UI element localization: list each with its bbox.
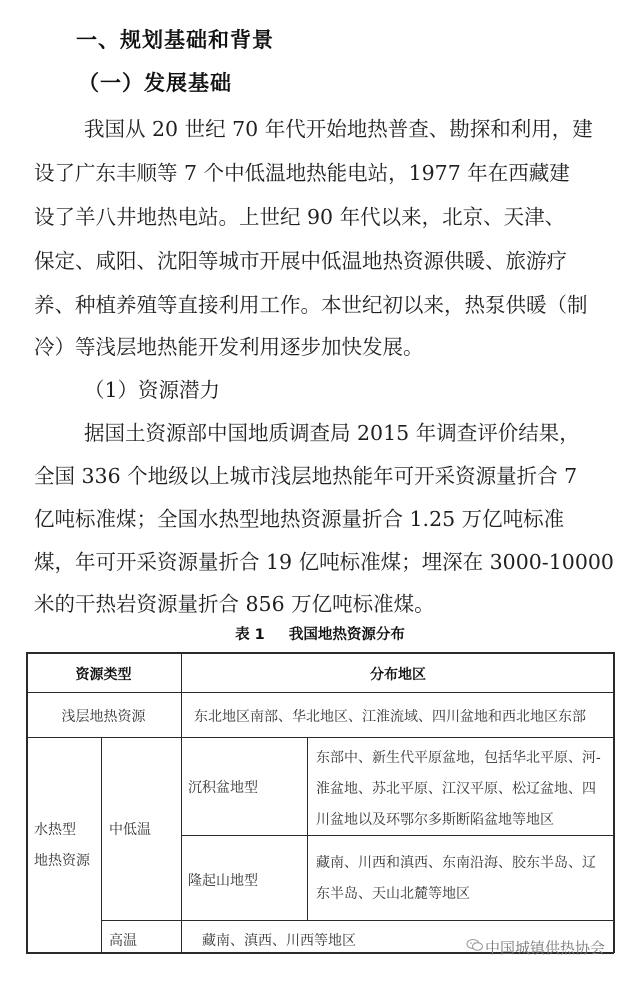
- table-border: [613, 652, 615, 953]
- paragraph-line: 设了广东丰顺等 7 个中低温地热能电站，1977 年在西藏建: [34, 161, 570, 185]
- paragraph-line: 据国土资源部中国地质调查局 2015 年调查评价结果，: [84, 421, 580, 445]
- table-rule: [101, 920, 614, 921]
- uplift-region-line: 藏南、川西和滇西、东南沿海、胶东半岛、辽: [316, 855, 596, 871]
- uplift-type: 隆起山地型: [188, 873, 258, 889]
- paragraph-line: 设了羊八井地热电站。上世纪 90 年代以来，北京、天津、: [34, 205, 566, 229]
- paragraph-line: 冷）等浅层地热能开发利用逐步加快发展。: [34, 335, 424, 359]
- mid-low-temp-label: 中低温: [109, 822, 151, 838]
- table-rule: [181, 835, 614, 836]
- watermark-text: 中国城镇供热协会: [485, 939, 606, 957]
- table-rule: [26, 737, 614, 738]
- hydro-type-label: 地热资源: [34, 853, 90, 869]
- table-rule: [26, 692, 614, 693]
- table-border: [26, 652, 28, 953]
- table-border: [26, 652, 614, 654]
- table-rule: [181, 652, 182, 953]
- wechat-icon: [466, 938, 484, 952]
- paragraph-line: 米的干热岩资源量折合 856 万亿吨标准煤。: [34, 592, 435, 616]
- uplift-region-line: 东半岛、天山北麓等地区: [316, 886, 470, 902]
- sedimentary-region-line: 淮盆地、苏北平原、江汉平原、松辽盆地、四: [316, 781, 596, 797]
- shallow-region: 东北地区南部、华北地区、江淮流域、四川盆地和西北地区东部: [194, 709, 586, 725]
- paragraph-line: 亿吨标准煤；全国水热型地热资源量折合 1.25 万亿吨标准: [34, 507, 565, 531]
- table-number: 表 1: [235, 627, 265, 643]
- sedimentary-region-line: 川盆地以及环鄂尔多斯断陷盆地等地区: [316, 812, 554, 828]
- high-temp-region: 藏南、滇西、川西等地区: [202, 933, 356, 949]
- section-heading: 一、规划基础和背景: [76, 28, 274, 52]
- subheading-resource-potential: （1）资源潜力: [84, 378, 221, 402]
- header-distribution-region: 分布地区: [370, 667, 426, 683]
- header-resource-type: 资源类型: [75, 667, 132, 683]
- shallow-type: 浅层地热资源: [61, 709, 146, 725]
- sedimentary-type: 沉积盆地型: [188, 780, 258, 796]
- table-rule: [101, 737, 102, 953]
- table-caption: [0, 623, 640, 644]
- paragraph-line: 我国从 20 世纪 70 年代开始地热普查、勘探和利用，建: [84, 117, 593, 141]
- paragraph-line: 煤，年可开采资源量折合 19 亿吨标准煤；埋深在 3000-10000: [34, 550, 614, 574]
- hydro-type-label: 水热型: [34, 822, 76, 838]
- paragraph-line: 养、种植养殖等直接利用工作。本世纪初以来，热泵供暖（制: [34, 293, 588, 317]
- sedimentary-region-line: 东部中、新生代平原盆地，包括华北平原、河-: [316, 750, 601, 766]
- subsection-heading: （一）发展基础: [78, 71, 232, 95]
- paragraph-line: 全国 336 个地级以上城市浅层地热能年可开采资源量折合 7: [34, 464, 578, 488]
- paragraph-line: 保定、咸阳、沈阳等城市开展中低温地热资源供暖、旅游疗: [34, 249, 567, 273]
- geothermal-distribution-table: [26, 652, 614, 953]
- table-rule: [307, 737, 308, 920]
- high-temp-type: 高温: [109, 933, 137, 949]
- table-title: 我国地热资源分布: [288, 627, 405, 643]
